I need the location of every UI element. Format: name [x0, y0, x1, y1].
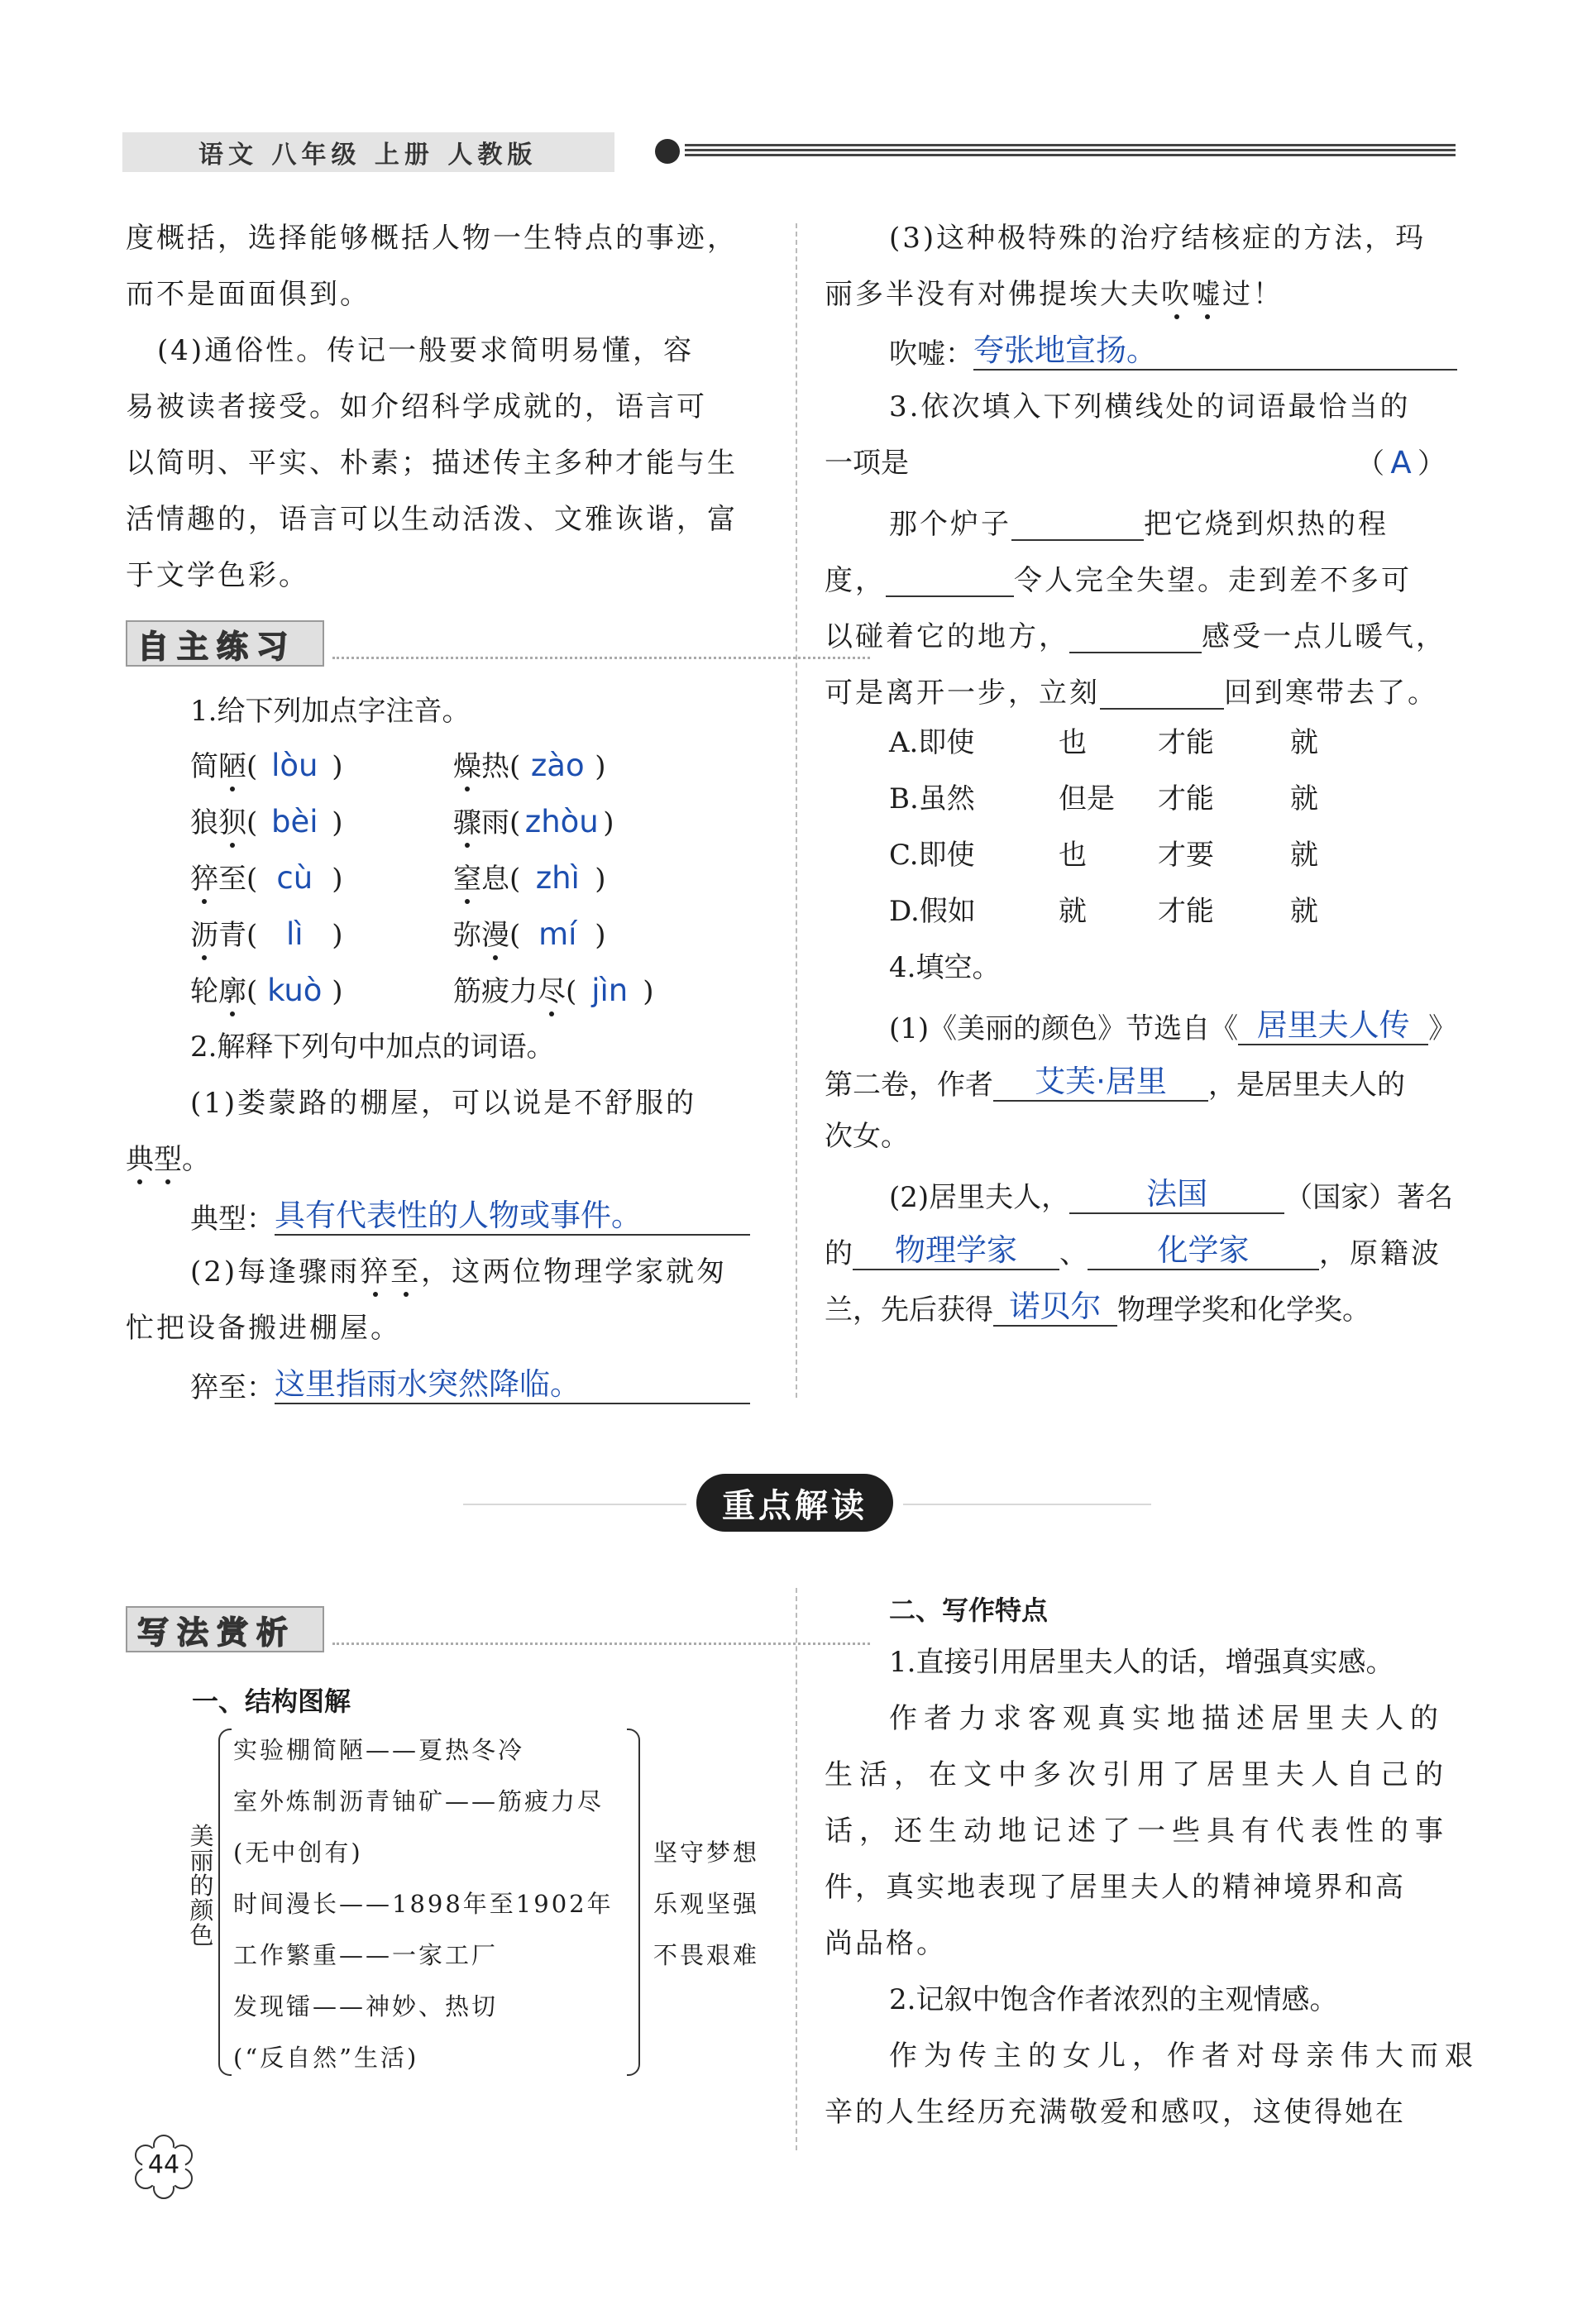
q2-sentence-1-end: 典型。	[126, 1143, 210, 1176]
header-label: 语文 八年级 上册 人教版	[198, 141, 538, 170]
feature-1-text: 尚品格。	[825, 1927, 947, 1960]
feature-1-text: 话，还生动地记述了一些具有代表性的事	[825, 1815, 1450, 1848]
feature-1-text: 件，真实地表现了居里夫人的精神境界和高	[825, 1871, 1406, 1904]
q3-stem-2: 一项是	[825, 447, 909, 480]
q1-item: 猝至( cù )	[190, 860, 343, 896]
section-practice-title: 自主练习	[137, 628, 297, 665]
q3-passage-line: 度， 令人完全失望。走到差不多可	[825, 559, 1412, 597]
structure-row: (无中创有)	[233, 1839, 363, 1867]
q2-answer-1: 典型：具有代表性的人物或事件。	[190, 1198, 750, 1236]
q1-item: 弥漫( mí )	[453, 916, 606, 952]
q3-answer-paren: （ A ）	[1356, 445, 1446, 481]
q4-line: 第二卷，作者 艾芙·居里 ，是居里夫人的	[825, 1064, 1405, 1102]
column-divider-top	[796, 223, 797, 1398]
structure-row: 发现镭——神妙、热切	[233, 1992, 499, 2020]
structure-theme: 坚守梦想	[653, 1839, 760, 1867]
left-text-line: 易被读者接受。如介绍科学成就的，语言可	[126, 390, 707, 423]
right-q2-answer-3: 吹嘘：夸张地宣扬。	[889, 332, 1457, 371]
q4-line: (1)《美丽的颜色》节选自《 居里夫人传 》	[889, 1007, 1457, 1045]
q3-passage-line: 那个炉子 把它烧到炽热的程	[889, 503, 1389, 541]
q1-item: 沥青( lì )	[190, 916, 343, 952]
q4-line: 兰，先后获得 诺贝尔 物理学奖和化学奖。	[825, 1289, 1370, 1327]
center-rule-left	[463, 1504, 686, 1505]
q1-stem: 1.给下列加点字注音。	[190, 695, 471, 728]
features-heading: 二、写作特点	[889, 1595, 1049, 1626]
feature-2-text: 辛的人生经历充满敬爱和感叹，这使得她在	[825, 2096, 1406, 2129]
q1-item: 窒息( zhì )	[453, 860, 606, 896]
q2-sentence-2-end: 忙把设备搬进棚屋。	[126, 1312, 401, 1345]
q1-item: 狼狈( bèi )	[190, 804, 343, 839]
structure-right-brace	[627, 1729, 640, 2076]
q2-answer-2: 猝至：这里指雨水突然降临。	[190, 1366, 750, 1404]
q2-stem: 2.解释下列句中加点的词语。	[190, 1030, 555, 1064]
q1-item: 骤雨( zhòu )	[453, 804, 614, 839]
left-text-line: 以简明、平实、朴素；描述传主多种才能与生	[126, 447, 738, 480]
q3-passage-line: 可是离开一步，立刻 回到寒带去了。	[825, 672, 1438, 710]
q1-item: 燥热( zào )	[453, 748, 606, 783]
q4-line: 次女。	[825, 1120, 909, 1153]
q2-sentence-1: (1)娄蒙路的棚屋，可以说是不舒服的	[190, 1087, 697, 1120]
structure-heading: 一、结构图解	[192, 1686, 351, 1717]
center-rule-right	[903, 1504, 1151, 1505]
left-text-line: (4)通俗性。传记一般要求简明易懂，容	[157, 334, 695, 367]
key-reading-title: 重点解读	[696, 1474, 893, 1532]
column-divider-bottom	[796, 1588, 797, 2150]
right-q2-sentence-3: (3)这种极特殊的治疗结核症的方法，玛	[889, 222, 1427, 255]
page-number: 44	[147, 2150, 180, 2179]
q1-item: 轮廓( kuò )	[190, 973, 343, 1008]
q2-sentence-2: (2)每逢骤雨猝至，这两位物理学家就匆	[190, 1255, 728, 1289]
q4-stem: 4.填空。	[889, 951, 1001, 984]
structure-row: 实验棚简陋——夏热冬冷	[233, 1736, 525, 1764]
right-q2-sentence-3-end: 丽多半没有对佛提埃大夫吹嘘过！	[825, 278, 1284, 311]
left-text-line: 而不是面面俱到。	[126, 278, 371, 311]
left-text-line: 度概括，选择能够概括人物一生特点的事迹，	[126, 222, 738, 255]
structure-row: (“反自然”生活)	[233, 2044, 419, 2072]
q4-line: 的 物理学家 、 化学家 ，原籍波	[825, 1232, 1441, 1270]
header-dot-icon	[655, 139, 680, 164]
q4-line: (2)居里夫人， 法国 （国家）著名	[889, 1176, 1454, 1214]
left-text-line: 活情趣的，语言可以生动活泼、文雅诙谐，富	[126, 503, 738, 536]
structure-row: 工作繁重——一家工厂	[233, 1941, 499, 1969]
structure-theme: 乐观坚强	[653, 1890, 760, 1918]
left-text-line: 于文学色彩。	[126, 559, 309, 592]
structure-left-brace	[218, 1729, 232, 2076]
feature-1-text: 作者力求客观真实地描述居里夫人的	[889, 1702, 1445, 1735]
q1-item: 简陋( lòu )	[190, 748, 343, 783]
structure-row: 室外炼制沥青铀矿——筋疲力尽	[233, 1787, 605, 1815]
q3-stem: 3.依次填入下列横线处的词语最恰当的	[889, 390, 1411, 423]
feature-2-text: 作为传主的女儿，作者对母亲伟大而艰	[889, 2039, 1480, 2073]
section-writing-title: 写法赏析	[137, 1614, 297, 1651]
feature-1-text: 生活，在文中多次引用了居里夫人自己的	[825, 1758, 1450, 1791]
structure-row: 时间漫长——1898年至1902年	[233, 1890, 614, 1918]
header-rule	[685, 144, 1456, 162]
feature-1-title: 1.直接引用居里夫人的话，增强真实感。	[889, 1646, 1394, 1679]
feature-2-title: 2.记叙中饱含作者浓烈的主观情感。	[889, 1983, 1338, 2016]
q3-passage-line: 以碰着它的地方， 感受一点儿暖气，	[825, 615, 1446, 653]
q1-item: 筋疲力尽( jìn )	[453, 973, 654, 1008]
structure-theme: 不畏艰难	[653, 1941, 760, 1969]
